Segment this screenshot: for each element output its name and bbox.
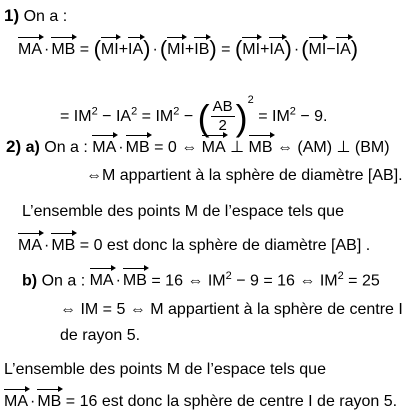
vector-mi: MI: [309, 36, 327, 60]
minus-sign: −: [102, 108, 112, 125]
part2a-intro: On a :: [44, 139, 88, 156]
term-ia: IA: [115, 108, 132, 125]
part2b-line1: [22, 266, 380, 291]
vector-mb: MB: [51, 232, 75, 256]
part2a-conclusion-line1: L’ensemble des points M de l’espace tels que: [22, 203, 344, 220]
vector-ia: IA: [336, 36, 351, 60]
part2a-line1: [6, 134, 390, 158]
dot-operator: ·: [118, 139, 124, 156]
relation-equals-zero: = 0 ⇔: [154, 139, 198, 156]
vector-mb: MB: [123, 267, 147, 291]
vector-ib: IB: [194, 36, 209, 60]
vector-ma: MA: [92, 134, 116, 158]
dot-operator: ·: [293, 41, 300, 58]
vector-ma: MA: [90, 267, 114, 291]
part1-equation-line1: MA · MB = (MI+IA) ·(MI+IB) = (MI+IA) ·(MI−IA): [18, 36, 359, 61]
fraction-numerator: AB: [212, 98, 233, 116]
dot-operator: ·: [30, 393, 36, 410]
part2b-conclusion-line1: L’ensemble des points M de l’espace tels que: [4, 361, 326, 378]
equals-sign: =: [79, 41, 90, 58]
part2a-line2: ⇔M appartient à la sphère de diamètre [AB].: [86, 167, 403, 184]
part2b-label: b): [22, 272, 38, 290]
exponent: 2: [289, 105, 296, 118]
relation-minus-9: − 9 = 16 ⇔ IM: [236, 272, 338, 290]
relation-lines-perpendicular: ⇔ (AM) ⊥ (BM): [276, 139, 390, 156]
vector-ma: MA: [18, 232, 42, 256]
equals-sign: =: [60, 108, 70, 125]
tail-minus-9: − 9.: [300, 108, 328, 125]
part1-number: 1): [4, 6, 20, 25]
vector-ia: IA: [269, 36, 284, 60]
vector-mb: MB: [51, 36, 75, 60]
vector-mi: MI: [242, 36, 260, 60]
minus-sign: −: [326, 41, 336, 58]
exponent: 2: [247, 94, 254, 106]
minus-sign: −: [183, 108, 194, 125]
exponent: 2: [91, 105, 98, 118]
conclusion-text: = 0 est donc la sphère de diamètre [AB] .: [79, 237, 371, 254]
equals-sign: =: [258, 108, 268, 125]
part2-number: 2): [6, 137, 22, 156]
dot-operator: ·: [152, 41, 158, 58]
perpendicular-sign: ⊥: [230, 139, 245, 156]
plus-sign: +: [118, 41, 129, 58]
fraction-ab-over-2: [211, 98, 235, 135]
part1-intro: On a :: [23, 8, 68, 25]
vector-ia: IA: [128, 36, 143, 60]
exponent: 2: [131, 105, 138, 118]
part1-equation-line2: = $IM^2 - IA^2 = IM^2$ − ( $\frac{AB}{2}$ )$^2 = IM^2 - 9$.: [60, 94, 328, 138]
vector-mb: MB: [126, 134, 150, 158]
part2b-conclusion-line2: [4, 388, 397, 412]
vector-mi: MI: [101, 36, 119, 60]
equals-sign: =: [141, 108, 151, 125]
vector-ma: MA: [18, 36, 42, 60]
vector-mb: MB: [37, 388, 61, 412]
relation-equals-16: = 16 ⇔ IM: [151, 272, 226, 290]
exponent: 2: [173, 105, 180, 118]
part2b-intro: On a :: [41, 272, 86, 290]
term-im: IM: [155, 108, 174, 125]
exponent: 2: [225, 270, 232, 282]
dot-operator: ·: [44, 41, 50, 58]
vector-mb: MB: [249, 134, 273, 158]
fraction-denominator: 2: [218, 117, 227, 135]
vector-mi: MI: [167, 36, 185, 60]
part2a-conclusion-line2: [18, 232, 370, 256]
relation-equals-25: = 25: [348, 272, 380, 290]
dot-operator: ·: [44, 237, 50, 254]
part2b-line3: de rayon 5.: [60, 327, 141, 344]
part2b-line2: ⇔ IM = 5 ⇔ M appartient à la sphère de centre I: [60, 301, 403, 318]
conclusion-text: = 16 est donc la sphère de centre I de rayon 5.: [65, 393, 398, 410]
exponent: 2: [337, 270, 344, 282]
part2a-label: a): [25, 139, 40, 156]
term-im: IM: [272, 108, 290, 125]
vector-ma: MA: [4, 388, 28, 412]
part1-header: [4, 6, 67, 27]
term-im: IM: [73, 108, 92, 125]
dot-operator: ·: [115, 272, 121, 290]
plus-sign: +: [184, 41, 195, 58]
vector-ma: MA: [202, 134, 226, 158]
equals-sign: =: [221, 41, 231, 58]
plus-sign: +: [260, 41, 270, 58]
